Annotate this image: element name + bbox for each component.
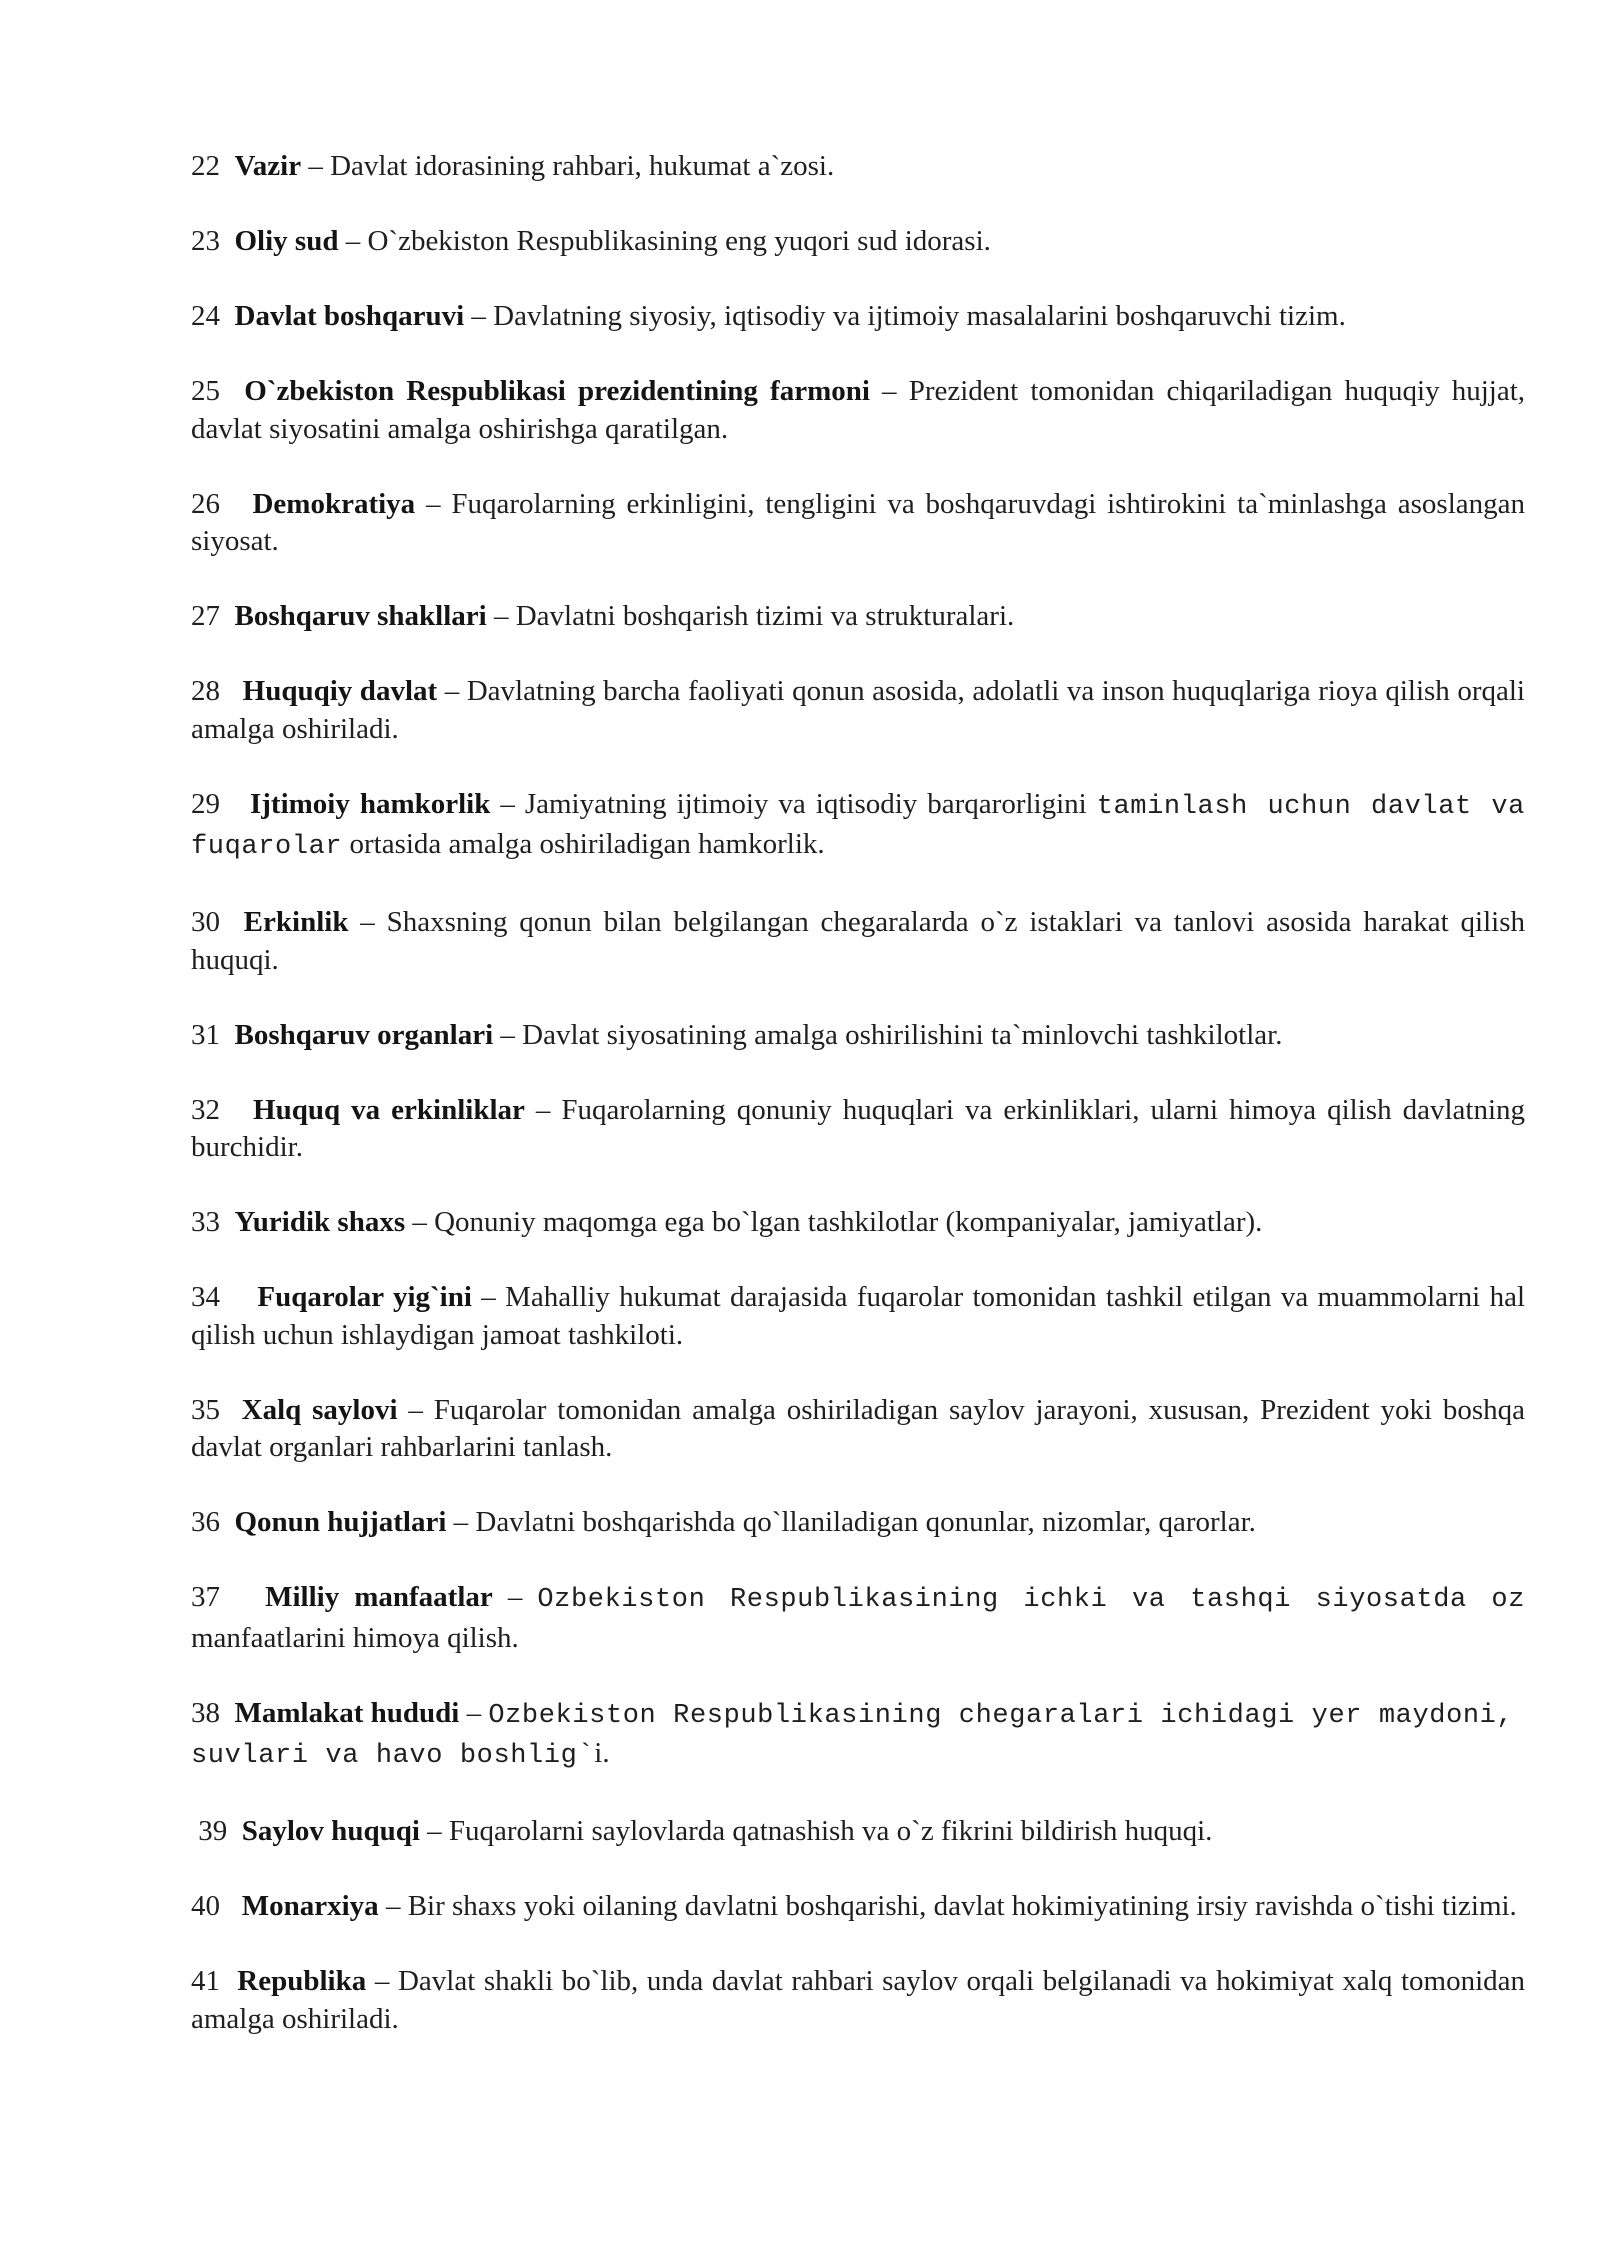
entry-definition: – Mahalliy hukumat darajasida fuqarolar tomonidan tashkil etilgan va muammolarni hal qilish uchun ishlaydigan jamoat tashkiloti. xyxy=(191,1281,1525,1351)
entry-number: 27 xyxy=(191,600,220,632)
glossary-entry-36 xyxy=(191,1504,1525,1542)
entry-definition: – xyxy=(459,1696,489,1729)
entry-term: Xalq saylovi xyxy=(241,1393,398,1426)
entry-definition: – Davlatni boshqarish tizimi va strukturalari. xyxy=(486,600,1015,632)
entry-definition: – Davlat idorasining rahbari, hukumat a`zosi. xyxy=(301,150,835,182)
entry-number: 34 xyxy=(191,1281,220,1313)
entry-term: Huquq va erkinliklar xyxy=(253,1093,525,1126)
entry-number: 28 xyxy=(191,675,220,707)
entry-term: Mamlakat hududi xyxy=(234,1696,460,1729)
glossary-entry-28 xyxy=(191,673,1525,748)
entry-term: Monarxiya xyxy=(241,1890,379,1922)
entry-definition-tail: i. xyxy=(594,1737,610,1769)
entry-definition: – Qonuniy maqomga ega bo`lgan tashkilotlar (kompaniyalar, jamiyatlar). xyxy=(405,1206,1263,1238)
entry-definition-mono: Ozbekiston Respublikasining chegaralari ichidagi yer maydoni, suvlari va havo boshlig` xyxy=(191,1700,1514,1771)
entry-number: 29 xyxy=(191,787,220,820)
entry-term: Ijtimoiy hamkorlik xyxy=(249,787,491,820)
glossary-entry-26 xyxy=(191,486,1525,561)
entry-number: 24 xyxy=(191,300,220,332)
glossary-entry-32 xyxy=(191,1092,1525,1167)
entry-number: 25 xyxy=(191,375,220,407)
entry-term: Boshqaruv shakllari xyxy=(234,600,487,632)
entry-term: Milliy manfaatlar xyxy=(265,1581,493,1613)
entry-definition-mono: Ozbekiston Respublikasining ichki va tashqi siyosatda oz xyxy=(537,1585,1526,1615)
entry-definition: – Davlatning siyosiy, iqtisodiy va ijtimoiy masalalarini boshqaruvchi tizim. xyxy=(464,300,1346,332)
glossary-entry-31 xyxy=(191,1017,1525,1055)
glossary-entry-22 xyxy=(191,148,1525,186)
entry-definition-tail: manfaatlarini himoya qilish. xyxy=(191,1621,519,1654)
glossary-entry-27 xyxy=(191,598,1525,636)
entry-term: Vazir xyxy=(234,150,302,182)
entry-definition: – Fuqarolarning qonuniy huquqlari va erkinliklari, ularni himoya qilish davlatning burchidir. xyxy=(191,1093,1526,1163)
entry-definition: – Davlat siyosatining amalga oshirilishini ta`minlovchi tashkilotlar. xyxy=(493,1018,1283,1051)
entry-term: Saylov huquqi xyxy=(241,1815,420,1847)
entry-number: 37 xyxy=(191,1581,220,1613)
entry-definition: – Bir shaxs yoki oilaning davlatni boshqarishi, davlat hokimiyatining irsiy ravishda o`tishi tizimi. xyxy=(378,1890,1517,1922)
entry-number: 35 xyxy=(191,1393,220,1426)
entry-definition: – Davlatni boshqarishda qo`llaniladigan qonunlar, nizomlar, qarorlar. xyxy=(446,1506,1256,1538)
entry-number: 26 xyxy=(191,487,220,520)
entry-number: 38 xyxy=(191,1696,220,1729)
entry-number: 30 xyxy=(191,906,220,938)
entry-term: Demokratiya xyxy=(252,487,416,520)
entry-term: Republika xyxy=(237,1965,367,1997)
entry-number: 40 xyxy=(191,1890,220,1922)
entry-term: Yuridik shaxs xyxy=(234,1206,406,1238)
entry-number: 41 xyxy=(191,1965,220,1997)
entry-number: 22 xyxy=(191,150,220,182)
entry-definition-tail: ortasida amalga oshiriladigan hamkorlik. xyxy=(342,828,825,860)
entry-definition: – Shaxsning qonun bilan belgilangan chegaralarda o`z istaklari va tanlovi asosida harakat qilish huquqi. xyxy=(191,906,1526,976)
entry-term: Boshqaruv organlari xyxy=(234,1018,494,1051)
entry-definition: – Davlatning barcha faoliyati qonun asosida, adolatli va inson huquqlariga rioya qilish orqali amalga oshiriladi. xyxy=(191,675,1525,745)
entry-definition: – Davlat shakli bo`lib, unda davlat rahbari saylov orqali belgilanadi va hokimiyat xalq tomonidan amalga oshiriladi. xyxy=(191,1965,1525,2035)
glossary-entry-39 xyxy=(191,1813,1525,1851)
entry-number: 39 xyxy=(198,1815,228,1847)
entry-number: 32 xyxy=(191,1093,220,1126)
glossary-entry-30 xyxy=(191,904,1525,979)
glossary-entry-38 xyxy=(191,1695,1525,1776)
glossary-entry-40 xyxy=(191,1888,1525,1926)
glossary-entry-23 xyxy=(191,223,1525,261)
entry-term: Qonun hujjatlari xyxy=(234,1506,447,1538)
entry-number: 36 xyxy=(191,1506,220,1538)
entry-definition: – Jamiyatning ijtimoiy va iqtisodiy barqarorligini xyxy=(490,787,1097,820)
glossary-entry-35 xyxy=(191,1392,1525,1467)
entry-term: O`zbekiston Respublikasi prezidentining farmoni xyxy=(244,375,870,407)
entry-number: 31 xyxy=(191,1018,220,1051)
glossary-entry-25 xyxy=(191,373,1525,448)
entry-definition: – xyxy=(492,1581,538,1613)
entry-definition-mono: taminlash uchun davlat va fuqarolar xyxy=(191,791,1525,862)
entry-definition: – Prezident tomonidan chiqariladigan huquqiy hujjat, davlat siyosatini amalga oshirishga qaratilgan. xyxy=(191,375,1526,445)
entry-term: Davlat boshqaruvi xyxy=(234,300,465,332)
entry-definition: – Fuqarolarni saylovlarda qatnashish va o`z fikrini bildirish huquqi. xyxy=(419,1815,1213,1847)
glossary-entry-37 xyxy=(191,1579,1525,1657)
entry-number: 33 xyxy=(191,1206,220,1238)
entry-definition: – O`zbekiston Respublikasining eng yuqori sud idorasi. xyxy=(338,225,991,257)
entry-term: Huquqiy davlat xyxy=(242,675,438,707)
glossary-entry-29 xyxy=(191,786,1525,867)
glossary-entry-33 xyxy=(191,1204,1525,1242)
glossary-list xyxy=(191,148,1525,2076)
entry-term: Fuqarolar yig`ini xyxy=(257,1281,472,1313)
glossary-entry-34 xyxy=(191,1279,1525,1354)
glossary-entry-41 xyxy=(191,1963,1525,2038)
entry-term: Oliy sud xyxy=(234,225,339,257)
entry-definition: – Fuqarolarning erkinligini, tengligini va boshqaruvdagi ishtirokini ta`minlashga asoslangan siyosat. xyxy=(191,487,1525,557)
entry-term: Erkinlik xyxy=(243,906,349,938)
entry-number: 23 xyxy=(191,225,220,257)
glossary-entry-24 xyxy=(191,298,1525,336)
entry-definition: – Fuqarolar tomonidan amalga oshiriladigan saylov jarayoni, xususan, Prezident yoki boshqa davlat organlari rahbarlarini tanlash. xyxy=(191,1393,1525,1463)
